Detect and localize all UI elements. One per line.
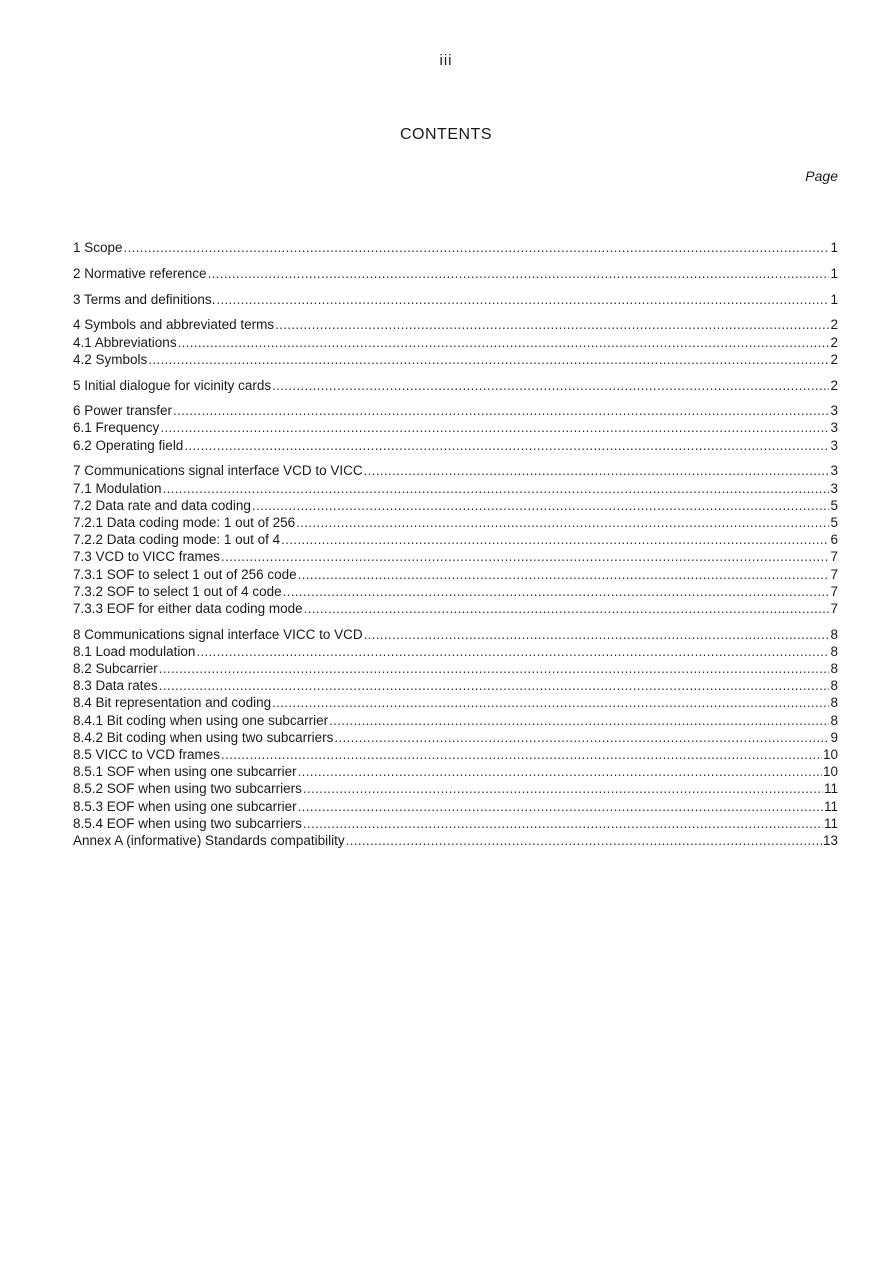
toc-entry-label: 7.3.3 EOF for either data coding mode bbox=[73, 600, 303, 616]
dot-leader bbox=[303, 815, 823, 832]
contents-title: CONTENTS bbox=[400, 126, 492, 143]
toc-entry-label: 7.2.2 Data coding mode: 1 out of 4 bbox=[73, 532, 281, 548]
dot-leader bbox=[221, 746, 822, 763]
toc-entry[interactable] bbox=[73, 583, 838, 600]
toc-entry[interactable] bbox=[73, 780, 838, 797]
toc-entry-label: 8.4 Bit representation and coding bbox=[73, 695, 272, 711]
toc-entry-label: 7.3.2 SOF to select 1 out of 4 code bbox=[73, 583, 282, 599]
dot-leader bbox=[159, 677, 830, 694]
toc-entry-label: 8.4.2 Bit coding when using two subcarriers bbox=[73, 729, 334, 745]
toc-entry[interactable] bbox=[73, 712, 838, 729]
toc-entry[interactable] bbox=[73, 746, 838, 763]
dot-leader bbox=[303, 780, 823, 797]
toc-entry-label: 1 Scope bbox=[73, 240, 123, 255]
toc-entry-page: 3 bbox=[830, 420, 838, 436]
toc-entry-page: 1 bbox=[830, 291, 838, 307]
dot-leader bbox=[221, 548, 829, 565]
toc-entry[interactable] bbox=[73, 600, 838, 617]
dot-leader bbox=[364, 462, 830, 479]
toc-entry-page: 5 bbox=[830, 497, 838, 513]
dot-leader bbox=[159, 660, 830, 677]
dot-leader bbox=[163, 480, 830, 497]
toc-entry-label: 8.5 VICC to VCD frames bbox=[73, 747, 221, 763]
toc-entry-label: 7.2 Data rate and data coding bbox=[73, 497, 251, 513]
dot-leader bbox=[346, 832, 822, 849]
toc-entry[interactable] bbox=[73, 694, 838, 711]
toc-entry-label: 4.2 Symbols bbox=[73, 351, 148, 367]
toc-entry-page: 8 bbox=[830, 643, 838, 659]
toc-entry-label: 5 Initial dialogue for vicinity cards bbox=[73, 377, 272, 393]
toc-entry[interactable] bbox=[73, 729, 838, 746]
toc-entry[interactable] bbox=[73, 437, 838, 454]
toc-entry-label: 8.2 Subcarrier bbox=[73, 661, 158, 677]
toc-entry-label: 8.1 Load modulation bbox=[73, 643, 196, 659]
toc-entry[interactable] bbox=[73, 480, 838, 497]
toc-entry[interactable] bbox=[73, 291, 838, 308]
toc-entry-label: 4 Symbols and abbreviated terms bbox=[73, 317, 275, 333]
toc-entry-page: 9 bbox=[830, 729, 838, 745]
toc-entry[interactable] bbox=[73, 462, 838, 479]
toc-entry[interactable] bbox=[73, 334, 838, 351]
toc-entry-label: 8.5.1 SOF when using one subcarrier bbox=[73, 764, 297, 780]
toc-entry-page: 7 bbox=[830, 583, 838, 599]
toc-entry-label: 7.2.1 Data coding mode: 1 out of 256 bbox=[73, 515, 296, 530]
toc-entry-page: 3 bbox=[830, 480, 838, 496]
dot-leader bbox=[329, 712, 829, 729]
toc-entry-label: 3 Terms and definitions. bbox=[73, 291, 216, 307]
toc-entry-page: 7 bbox=[830, 600, 838, 616]
dot-leader bbox=[281, 531, 829, 548]
toc-entry-page: 1 bbox=[830, 240, 838, 255]
toc-entry-label: 7 Communications signal interface VCD to VICC bbox=[73, 463, 363, 479]
toc-entry-page: 3 bbox=[830, 437, 838, 453]
toc-entry-label: 6.2 Operating field bbox=[73, 437, 184, 453]
toc-entry[interactable] bbox=[73, 548, 838, 565]
toc-entry-page: 3 bbox=[830, 403, 838, 419]
dot-leader bbox=[178, 334, 830, 351]
toc-entry-page: 2 bbox=[830, 351, 838, 367]
toc-entry-label: 4.1 Abbreviations bbox=[73, 334, 177, 350]
dot-leader bbox=[283, 583, 830, 600]
toc-entry-page: 11 bbox=[823, 815, 838, 831]
dot-leader bbox=[298, 798, 823, 815]
dot-leader bbox=[364, 626, 830, 643]
toc-entry-label: 2 Normative reference bbox=[73, 265, 207, 281]
toc-entry-page: 8 bbox=[830, 678, 838, 694]
toc-entry[interactable] bbox=[73, 626, 838, 643]
toc-entry-label: 8.5.2 SOF when using two subcarriers bbox=[73, 781, 302, 797]
toc-entry[interactable] bbox=[73, 660, 838, 677]
dot-leader bbox=[148, 351, 829, 368]
toc-entry[interactable] bbox=[73, 402, 838, 419]
dot-leader bbox=[275, 316, 829, 333]
toc-entry-page: 8 bbox=[830, 695, 838, 711]
toc-entry-label: Annex A (informative) Standards compatibility bbox=[73, 832, 345, 848]
dot-leader bbox=[298, 566, 830, 583]
toc-entry-page: 11 bbox=[823, 781, 838, 797]
dot-leader bbox=[160, 419, 829, 436]
toc-entry-label: 8.3 Data rates bbox=[73, 678, 158, 694]
toc-entry[interactable] bbox=[73, 763, 838, 780]
toc-entry-page: 7 bbox=[830, 566, 838, 582]
toc-entry[interactable] bbox=[73, 531, 838, 548]
toc-entry-page: 1 bbox=[830, 265, 838, 281]
toc-entry[interactable] bbox=[73, 566, 838, 583]
toc-entry-page: 3 bbox=[830, 463, 838, 479]
toc-entry[interactable] bbox=[73, 351, 838, 368]
toc-entry[interactable] bbox=[73, 497, 838, 514]
table-of-contents bbox=[73, 239, 838, 849]
toc-entry[interactable] bbox=[73, 239, 838, 256]
toc-entry[interactable] bbox=[73, 514, 838, 531]
page-column-label: Page bbox=[805, 168, 838, 184]
toc-entry-page: 10 bbox=[822, 764, 838, 780]
toc-entry[interactable] bbox=[73, 316, 838, 333]
toc-entry[interactable] bbox=[73, 815, 838, 832]
toc-entry-page: 10 bbox=[822, 747, 838, 763]
dot-leader bbox=[252, 497, 830, 514]
toc-entry[interactable] bbox=[73, 677, 838, 694]
toc-entry-page: 5 bbox=[830, 515, 838, 530]
toc-entry-page: 11 bbox=[823, 798, 838, 814]
dot-leader bbox=[334, 729, 829, 746]
toc-entry-page: 8 bbox=[830, 661, 838, 677]
dot-leader bbox=[196, 643, 829, 660]
toc-entry-page: 2 bbox=[830, 377, 838, 393]
dot-leader bbox=[304, 600, 830, 617]
toc-entry[interactable] bbox=[73, 377, 838, 394]
toc-entry-page: 2 bbox=[830, 317, 838, 333]
dot-leader bbox=[272, 694, 829, 711]
toc-entry[interactable] bbox=[73, 265, 838, 282]
toc-entry[interactable] bbox=[73, 832, 838, 849]
toc-entry-page: 8 bbox=[830, 626, 838, 642]
toc-entry-label: 8 Communications signal interface VICC to VCD bbox=[73, 626, 363, 642]
toc-entry[interactable] bbox=[73, 419, 838, 436]
dot-leader bbox=[184, 437, 829, 454]
toc-entry-page: 2 bbox=[830, 334, 838, 350]
toc-entry-label: 8.5.4 EOF when using two subcarriers bbox=[73, 815, 302, 831]
dot-leader bbox=[208, 265, 830, 282]
toc-entry-label: 7.3.1 SOF to select 1 out of 256 code bbox=[73, 566, 297, 582]
dot-leader bbox=[272, 377, 829, 394]
dot-leader bbox=[216, 291, 829, 308]
toc-entry[interactable] bbox=[73, 643, 838, 660]
dot-leader bbox=[296, 514, 829, 531]
toc-entry-label: 6 Power transfer bbox=[73, 403, 173, 419]
toc-entry-label: 7.3 VCD to VICC frames bbox=[73, 549, 221, 565]
toc-entry-label: 7.1 Modulation bbox=[73, 480, 162, 496]
toc-entry-page: 8 bbox=[830, 712, 838, 728]
toc-entry-label: 6.1 Frequency bbox=[73, 420, 160, 436]
page-number: iii bbox=[439, 52, 453, 69]
dot-leader bbox=[124, 239, 830, 256]
toc-entry-page: 6 bbox=[830, 532, 838, 548]
dot-leader bbox=[173, 402, 829, 419]
toc-entry-page: 13 bbox=[822, 832, 838, 848]
toc-entry-page: 7 bbox=[830, 549, 838, 565]
toc-entry[interactable] bbox=[73, 798, 838, 815]
toc-entry-label: 8.5.3 EOF when using one subcarrier bbox=[73, 798, 297, 814]
dot-leader bbox=[298, 763, 822, 780]
toc-entry-label: 8.4.1 Bit coding when using one subcarrier bbox=[73, 712, 329, 728]
